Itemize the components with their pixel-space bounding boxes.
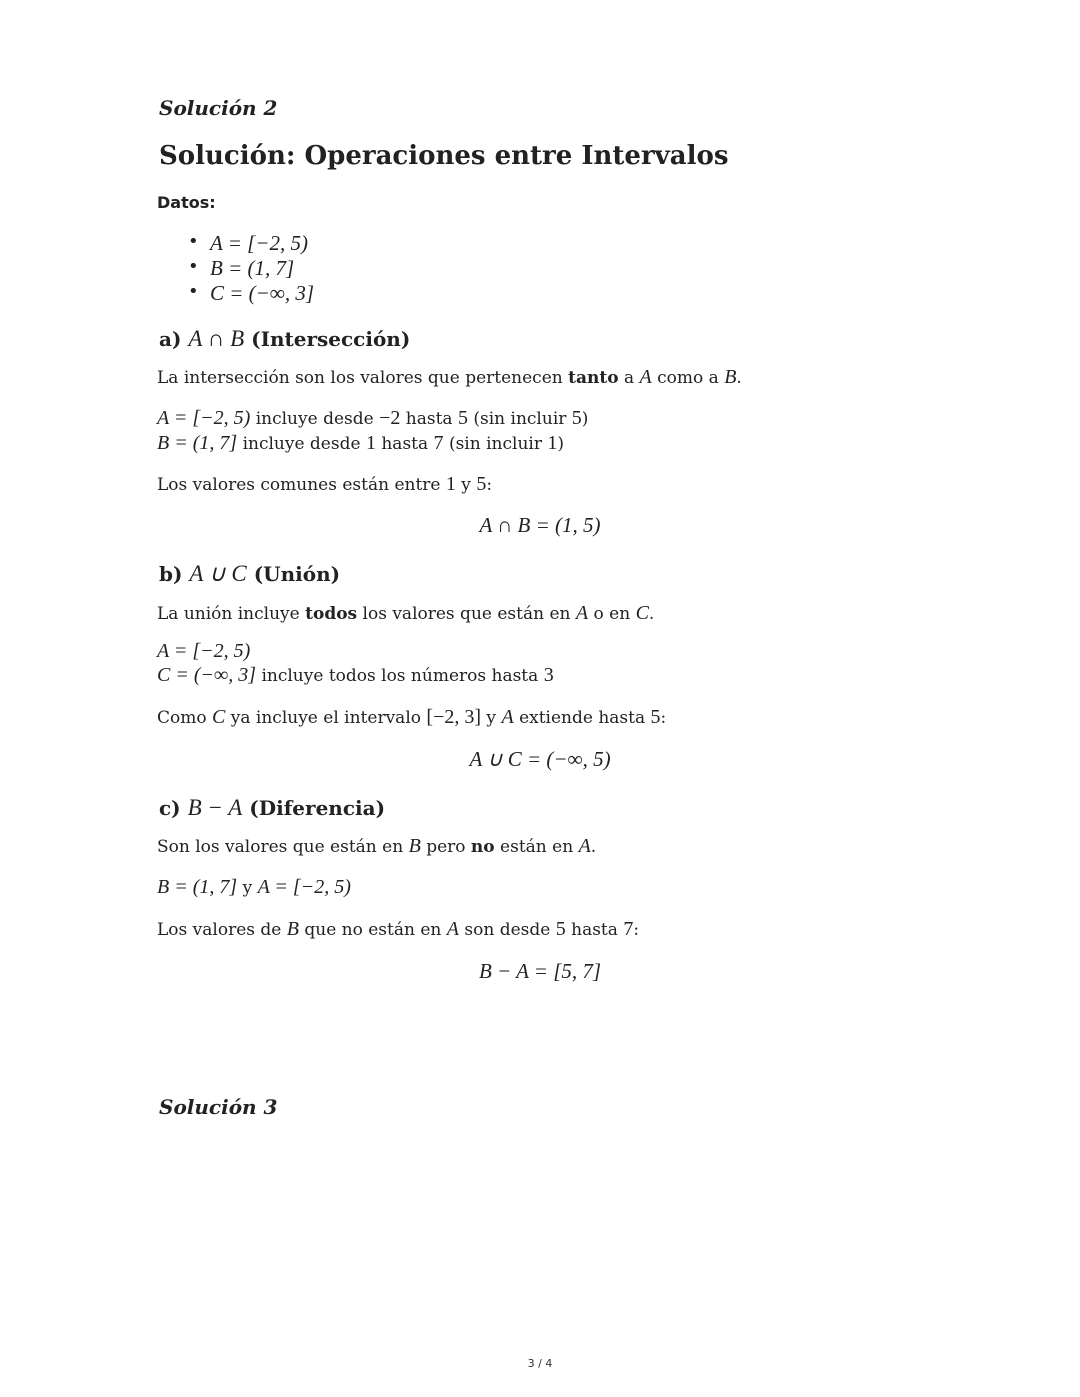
section-a-line-1: A = [−2, 5) incluye desde −2 hasta 5 (sin incluir 5) (157, 407, 589, 429)
datos-item-a: • A = [−2, 5) (188, 231, 308, 255)
section-b-heading: b) A ∪ C (Unión) (159, 561, 341, 586)
section-c-paragraph-1: Son los valores que están en B pero no están en A. (157, 835, 597, 857)
page-number: 3 / 4 (527, 1357, 553, 1370)
page-title: Solución: Operaciones entre Intervalos (159, 141, 729, 171)
section-b-paragraph-1: La unión incluye todos los valores que están en A o en C. (157, 602, 655, 624)
section-b-paragraph-2: Como C ya incluye el intervalo [−2, 3] y A extiende hasta 5: (157, 706, 667, 728)
bullet-icon: • (188, 231, 199, 252)
section-b-line-2: C = (−∞, 3] incluye todos los números hasta 3 (157, 664, 554, 686)
datos-item-b: • B = (1, 7] (188, 256, 295, 280)
solution-3-label: Solución 3 (159, 1095, 278, 1119)
section-c-result: B − A = [5, 7] (478, 959, 602, 983)
bullet-icon: • (188, 281, 199, 302)
datos-item-c: • C = (−∞, 3] (188, 281, 314, 305)
datos-label: Datos: (157, 193, 216, 212)
section-a-paragraph-1: La intersección son los valores que pertenecen tanto a A como a B. (157, 366, 742, 388)
section-a-heading: a) A ∩ B (Intersección) (159, 326, 411, 351)
section-b-line-1: A = [−2, 5) (157, 640, 251, 662)
solution-2-label: Solución 2 (159, 96, 278, 120)
section-a-result: A ∩ B = (1, 5) (479, 513, 601, 537)
section-b-result: A ∪ C = (−∞, 5) (469, 747, 611, 771)
section-c-heading: c) B − A (Diferencia) (159, 795, 386, 820)
section-a-paragraph-2: Los valores comunes están entre 1 y 5: (157, 473, 493, 495)
section-c-line-1: B = (1, 7] y A = [−2, 5) (157, 876, 351, 898)
section-c-paragraph-2: Los valores de B que no están en A son desde 5 hasta 7: (157, 918, 640, 940)
section-a-line-2: B = (1, 7] incluye desde 1 hasta 7 (sin incluir 1) (157, 432, 565, 454)
bullet-icon: • (188, 256, 199, 277)
